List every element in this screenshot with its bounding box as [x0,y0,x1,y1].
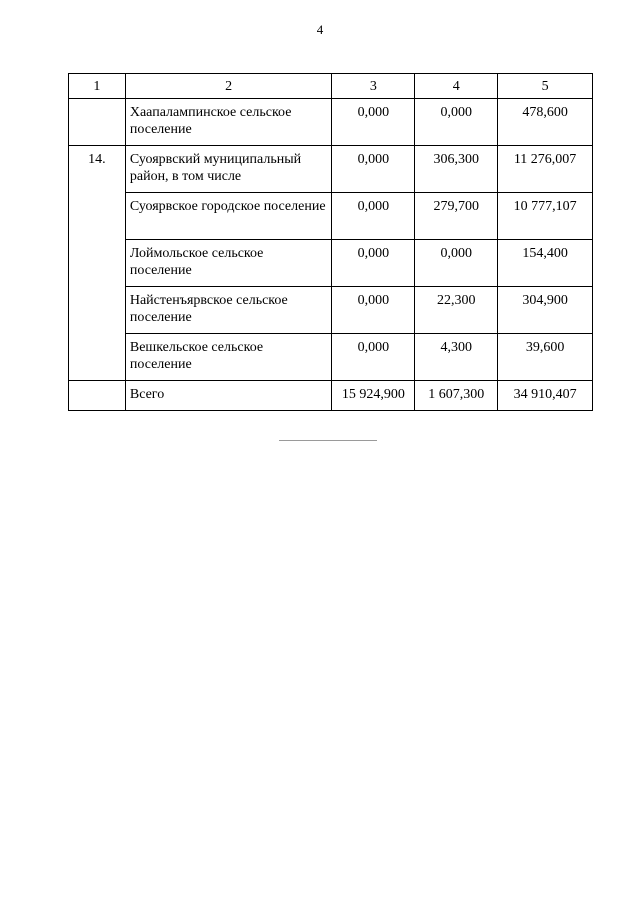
row-value-3: 0,000 [332,240,415,287]
row-name: Найстенъярвское сельское поселение [125,287,332,334]
header-cell-1: 1 [69,74,126,99]
row-value-5: 154,400 [498,240,593,287]
table-total-row [69,381,593,411]
table-row [69,334,593,381]
row-name: Вешкельское сельское поселение [125,334,332,381]
row-value-3: 0,000 [332,334,415,381]
header-cell-3: 3 [332,74,415,99]
row-number [69,381,126,411]
row-value-5: 304,900 [498,287,593,334]
row-value-3: 0,000 [332,99,415,146]
row-number: 14. [69,146,126,381]
row-name: Всего [125,381,332,411]
header-cell-5: 5 [498,74,593,99]
row-value-4: 279,700 [415,193,498,240]
row-value-5: 11 276,007 [498,146,593,193]
row-value-5: 478,600 [498,99,593,146]
header-cell-2: 2 [125,74,332,99]
table-row [69,99,593,146]
row-value-5: 39,600 [498,334,593,381]
table-header-row [69,74,593,99]
row-name: Хаапалампинское сельское поселение [125,99,332,146]
row-name: Суоярвское городское поселение [125,193,332,240]
row-value-4: 0,000 [415,240,498,287]
row-name: Лоймольское сельское поселение [125,240,332,287]
row-number [69,99,126,146]
row-value-3: 15 924,900 [332,381,415,411]
table-row [69,146,593,193]
row-value-4: 22,300 [415,287,498,334]
page-number: 4 [316,22,324,37]
row-value-3: 0,000 [332,146,415,193]
header-cell-4: 4 [415,74,498,99]
row-value-4: 1 607,300 [415,381,498,411]
row-value-5: 34 910,407 [498,381,593,411]
row-value-5: 10 777,107 [498,193,593,240]
row-value-3: 0,000 [332,193,415,240]
table-row [69,287,593,334]
row-value-3: 0,000 [332,287,415,334]
row-value-4: 0,000 [415,99,498,146]
table-row [69,193,593,240]
row-value-4: 306,300 [415,146,498,193]
end-divider [279,440,377,441]
row-value-4: 4,300 [415,334,498,381]
budget-table [68,73,593,411]
row-name: Суоярвский муниципальный район, в том числе [125,146,332,193]
table-row [69,240,593,287]
